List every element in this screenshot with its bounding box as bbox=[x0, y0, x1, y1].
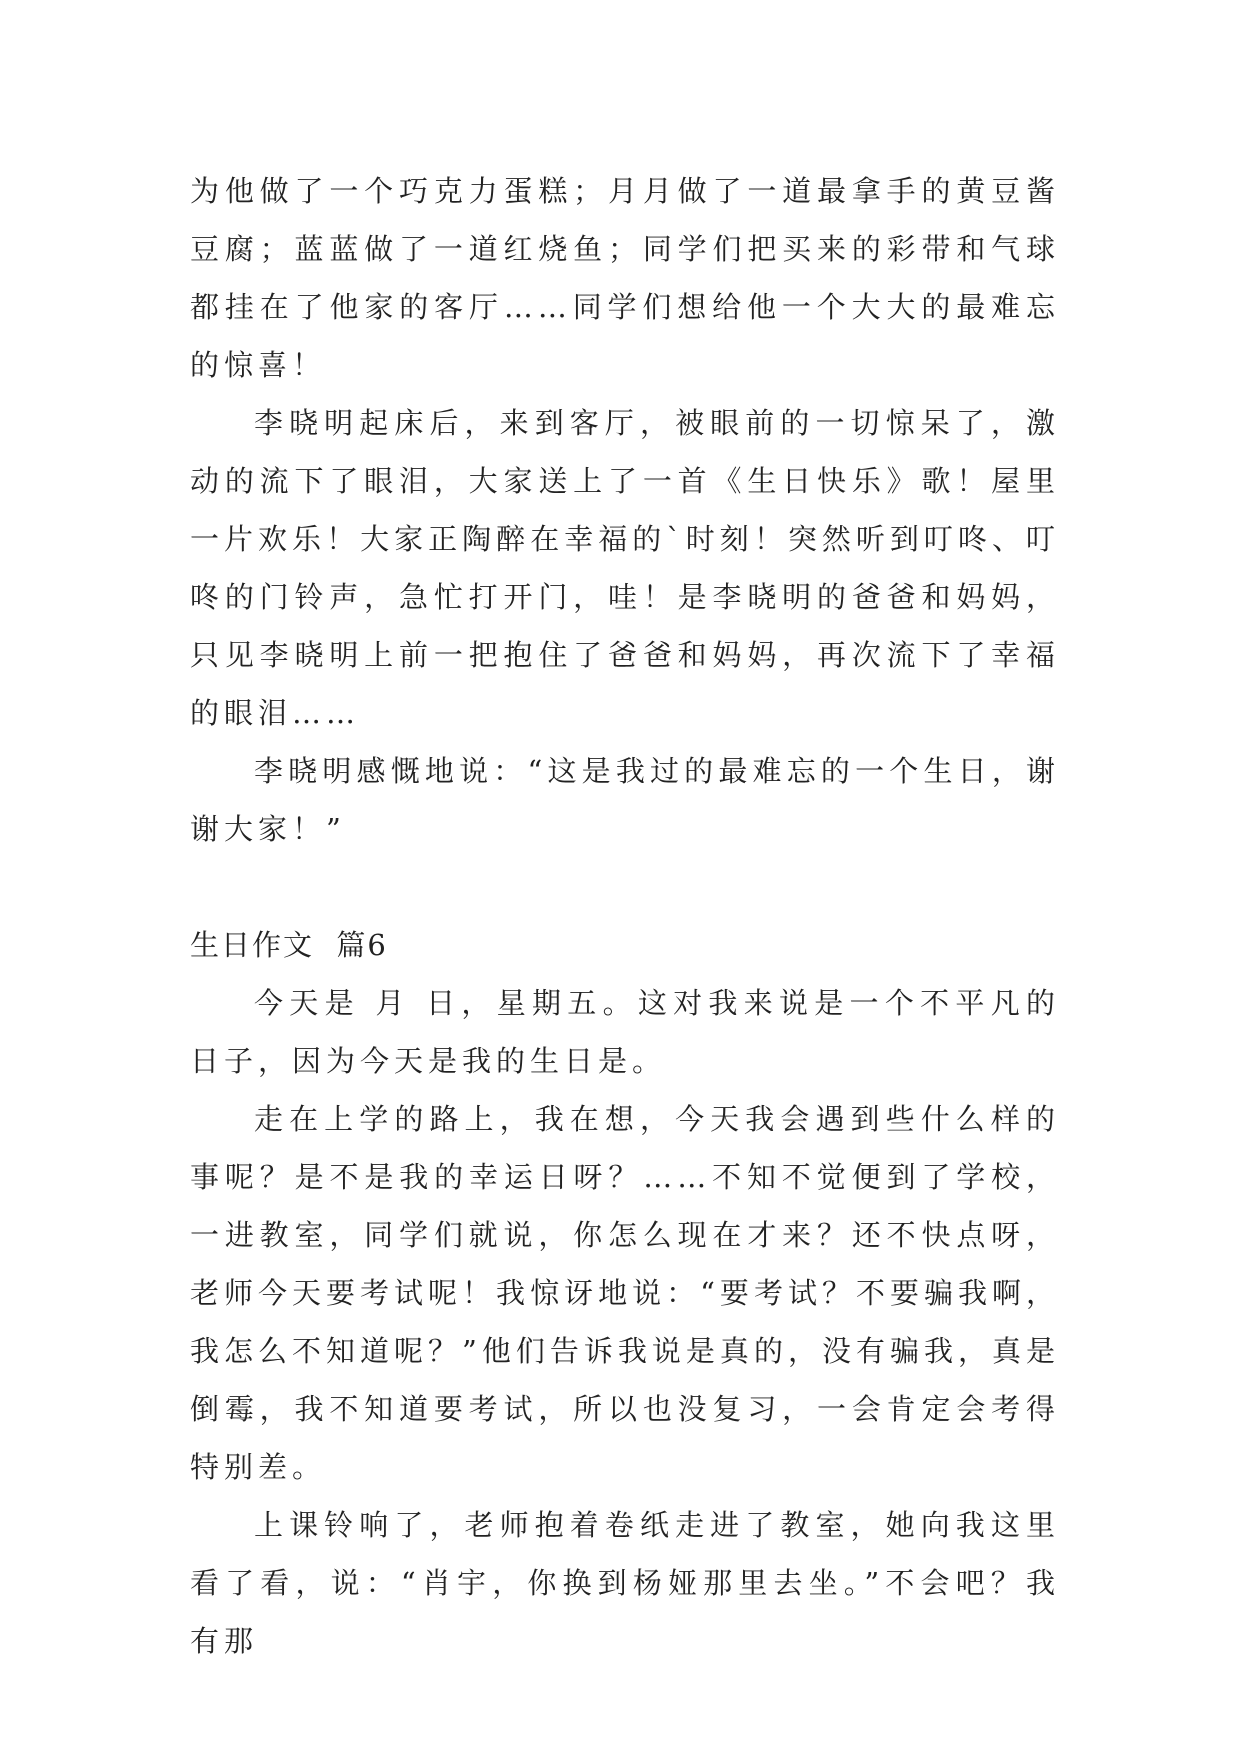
paragraph: 上课铃响了，老师抱着卷纸走进了教室，她向我这里看了看，说：“肖宇，你换到杨娅那里去坐。”不会吧？我有那 bbox=[190, 1508, 1060, 1658]
section-heading: 生日作文 篇6 bbox=[190, 928, 388, 962]
paragraph: 为他做了一个巧克力蛋糕；月月做了一道最拿手的黄豆酱豆腐；蓝蓝做了一道红烧鱼；同学们把买来的彩带和气球都挂在了他家的客厅……同学们想给他一个大大的最难忘的惊喜！ bbox=[190, 174, 1060, 382]
paragraph: 李晓明起床后，来到客厅，被眼前的一切惊呆了，激动的流下了眼泪，大家送上了一首《生日快乐》歌！屋里一片欢乐！大家正陶醉在幸福的`时刻！突然听到叮咚、叮咚的门铃声，急忙打开门，哇！是李晓明的爸爸和妈妈，只见李晓明上前一把抱住了爸爸和妈妈，再次流下了幸福的眼泪…… bbox=[190, 406, 1060, 730]
paragraph: 李晓明感慨地说：“这是我过的最难忘的一个生日，谢谢大家！” bbox=[190, 754, 1060, 846]
document-page bbox=[190, 162, 1060, 1670]
section-spacer bbox=[190, 858, 1060, 916]
paragraph: 走在上学的路上，我在想，今天我会遇到些什么样的事呢？是不是我的幸运日呀？……不知不觉便到了学校，一进教室，同学们就说，你怎么现在才来？还不快点呀，老师今天要考试呢！我惊讶地说：“要考试？不要骗我啊，我怎么不知道呢？”他们告诉我说是真的，没有骗我，真是倒霉，我不知道要考试，所以也没复习，一会肯定会考得特别差。 bbox=[190, 1102, 1060, 1484]
paragraph: 今天是 月 日，星期五。这对我来说是一个不平凡的日子，因为今天是我的生日是。 bbox=[190, 986, 1060, 1078]
